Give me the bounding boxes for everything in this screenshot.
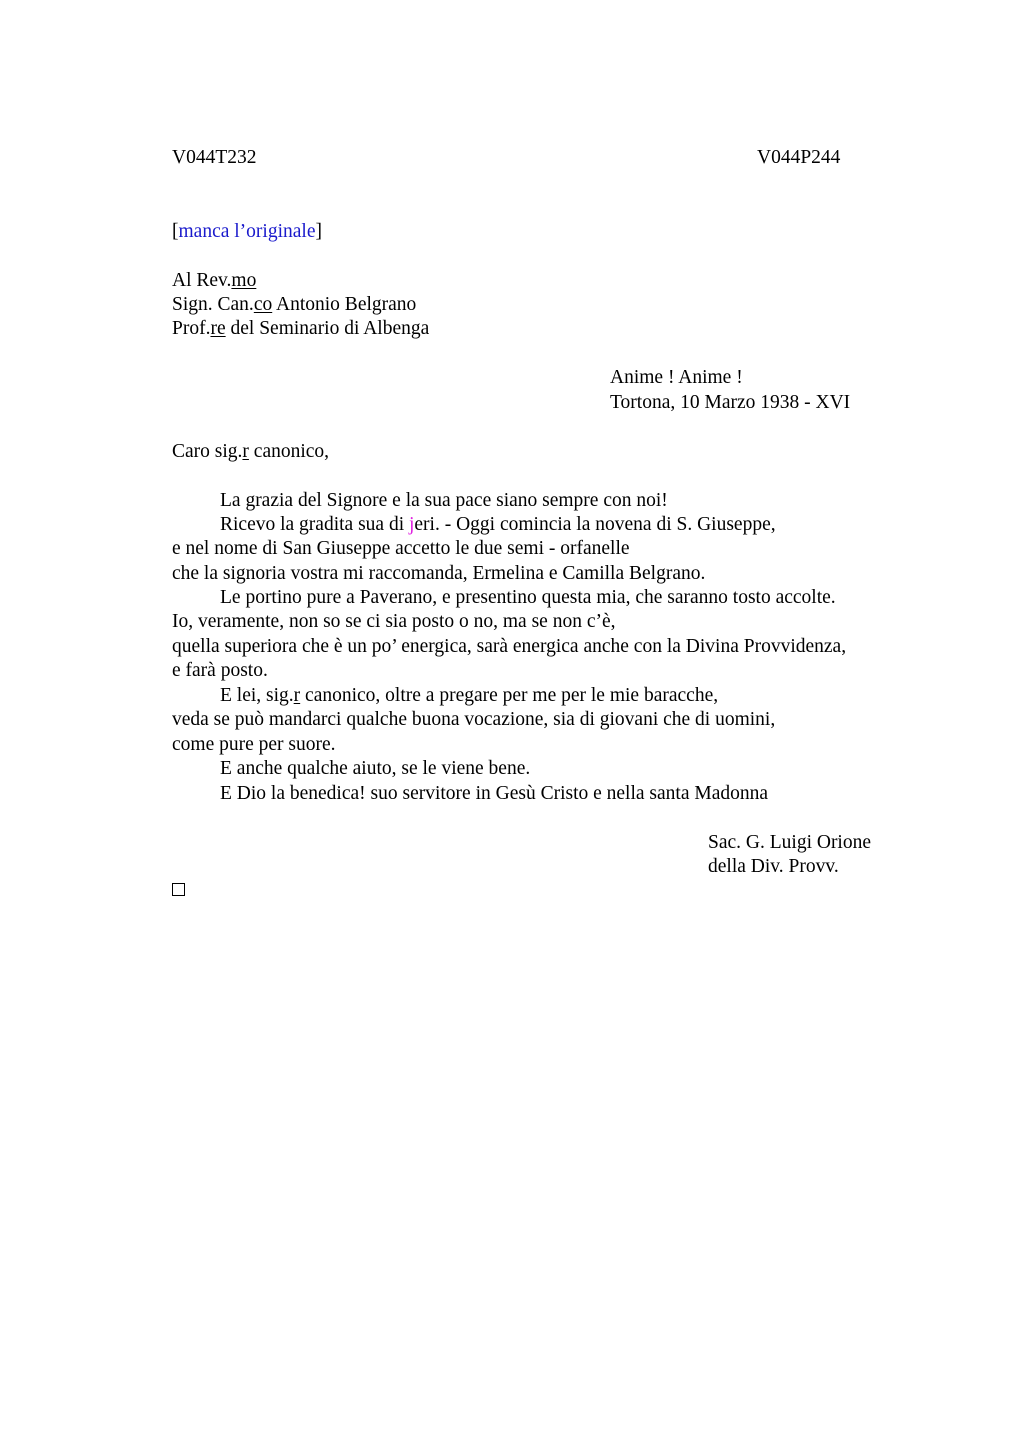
address-line-3-prefix: Prof. [172,318,211,339]
address-line-2-prefix: Sign. Can. [172,294,254,315]
note-text: manca l’originale [178,221,316,242]
motto: Anime ! Anime ! [610,367,743,388]
address-line-3-abbr: re [210,318,226,339]
body-line-3: e nel nome di San Giuseppe accetto le due semi - orfanelle [172,538,630,559]
body-line-10: veda se può mandarci qualche buona vocazione, sia di giovani che di uomini, [172,709,776,730]
body-line-12: E anche qualche aiuto, se le viene bene. [220,758,531,779]
salutation-abbr: r [242,441,249,462]
body-line-9-abbr: r [293,685,301,706]
body-line-11: come pure per suore. [172,734,336,755]
salutation-rest: canonico, [248,441,330,462]
body-line-9-start: E lei, sig. [220,685,294,706]
document-code-left: V044T232 [172,147,257,168]
body-line-9-end: canonico, oltre a pregare per me per le mie baracche, [300,685,719,706]
signature-name: Sac. G. Luigi Orione [708,832,872,853]
address-line-3-rest: del Seminario di Albenga [225,318,430,339]
note-bracket-open: [ [172,221,179,242]
place-date: Tortona, 10 Marzo 1938 - XVI [610,392,851,413]
salutation-prefix: Caro sig. [172,441,243,462]
square-outline-icon [172,883,185,896]
body-line-8: e farà posto. [172,660,268,681]
signature-title: della Div. Provv. [708,856,839,877]
body-line-13: E Dio la benedica! suo servitore in Gesù Cristo e nella santa Madonna [220,783,769,804]
address-line-3 [172,317,429,341]
salutation [172,440,329,464]
address-line-1 [172,269,256,293]
address-line-2 [172,293,416,317]
body-line-4: che la signoria vostra mi raccomanda, Ermelina e Camilla Belgrano. [172,563,706,584]
body-line-2 [220,513,776,537]
editorial-note [172,220,322,244]
address-line-2-rest: Antonio Belgrano [272,294,417,315]
body-line-1: La grazia del Signore e la sua pace siano sempre con noi! [220,490,668,511]
address-line-1-abbr: mo [231,270,257,291]
document-code-right: V044P244 [757,147,841,168]
address-line-1-prefix: Al Rev. [172,270,232,291]
address-line-2-abbr: co [253,294,273,315]
note-bracket-close: ] [315,221,322,242]
body-line-2-end: eri. - Oggi comincia la novena di S. Giuseppe, [414,514,776,535]
body-line-5: Le portino pure a Paverano, e presentino questa mia, che saranno tosto accolte. [220,587,836,608]
body-line-6: Io, veramente, non so se ci sia posto o no, ma se non c’è, [172,611,616,632]
body-line-7: quella superiora che è un po’ energica, sarà energica anche con la Divina Provvidenza, [172,636,847,657]
body-line-9 [220,684,718,708]
body-line-2-start: Ricevo la gradita sua di [220,514,409,535]
highlighted-letter: j [408,514,415,535]
